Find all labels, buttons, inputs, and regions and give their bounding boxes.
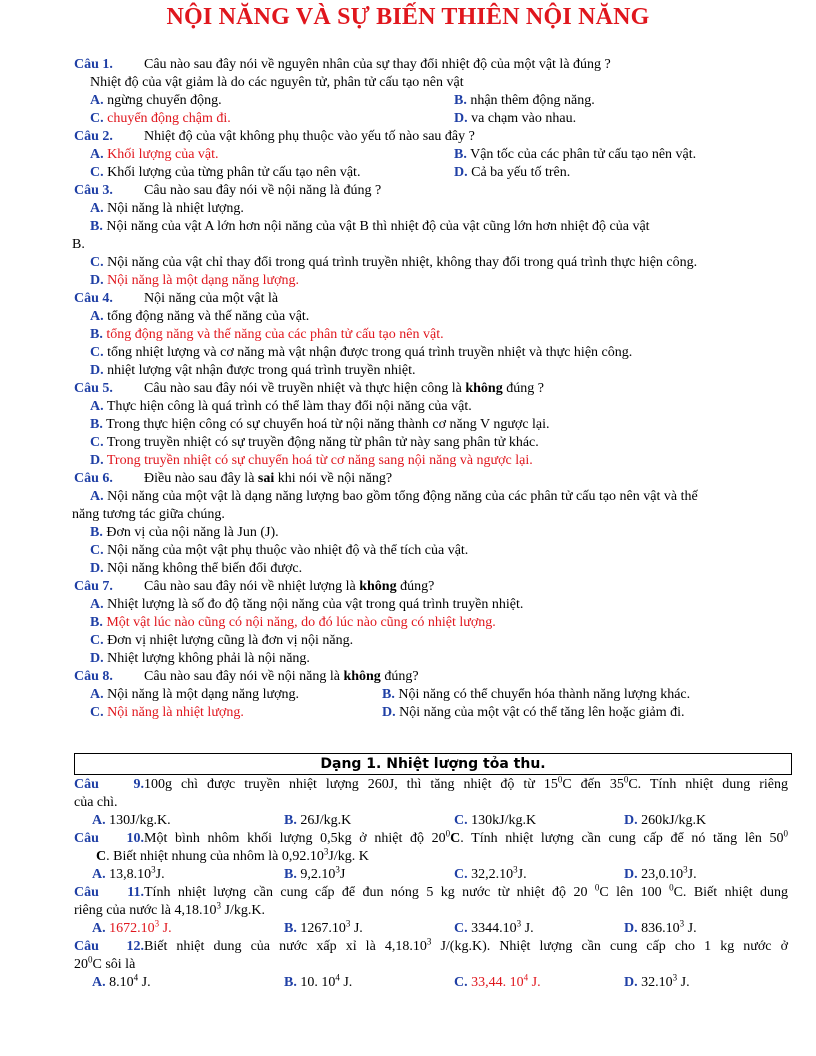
option-a: A. Nội năng là một dạng năng lượng. [90, 687, 300, 702]
option-b: B. Một vật lúc nào cũng có nội năng, do đó lúc nào cũng có nhiệt lượng. [90, 615, 496, 630]
question-label: Câu 11. [74, 885, 144, 900]
question-text: Nội năng của một vật là [144, 291, 279, 306]
section-heading: Dạng 1. Nhiệt lượng tỏa thu. [74, 753, 792, 775]
option-a: A. Nội năng của một vật là dạng năng lượng bao gồm tổng động năng của các phân tử cấu tạo nên vật và thế [90, 489, 698, 504]
question-continued: riêng của nước là 4,18.10$^3$ J/kg.K. [74, 900, 265, 918]
option-a-continued: năng tương tác giữa chúng. [72, 507, 225, 522]
question-label: Câu 7. [74, 579, 113, 594]
option-d: D. Nội năng của một vật có thể tăng lên hoặc giảm đi. [382, 705, 685, 720]
options-row [74, 164, 788, 182]
option-b: B. 1267.10$^3$ J. [284, 918, 363, 936]
option-c: C. Trong truyền nhiệt có sự truyền động năng từ phân tử này sang phân tử khác. [90, 435, 539, 450]
option-c: C. Đơn vị nhiệt lượng cũng là đơn vị nội năng. [90, 633, 354, 648]
question-continued: C. Biết nhiệt nhung của nhôm là 0,92.10$^3$J/kg. K [96, 846, 369, 864]
option-d: D. 260kJ/kg.K [624, 813, 707, 828]
question-label: Câu 6. [74, 471, 113, 486]
option-d: D. Nội năng không thể biến đổi được. [90, 561, 303, 576]
option-a: A. 8.10$^4$ J. [92, 972, 151, 990]
question-label: Câu 10. [74, 831, 144, 846]
question-12: Câu 12.Biết nhiệt dung của nước xấp xỉ là 4,18.10$^3$ J/(kg.K). Nhiệt lượng cần cung cấp cho 1 kg nước ở [74, 936, 788, 954]
option-c: C. 32,2.10$^3$J. [454, 864, 527, 882]
question-label: Câu 4. [74, 291, 113, 306]
options-row [74, 812, 788, 830]
option-c: C. Nội năng là nhiệt lượng. [90, 705, 244, 720]
question-5: Câu 5. Câu nào sau đây nói về truyền nhiệt và thực hiện công là không đúng ? [74, 381, 544, 396]
question-text: Câu nào sau đây nói về nội năng là đúng ? [144, 183, 382, 198]
questions-part-1 [74, 56, 788, 722]
question-3 [74, 182, 788, 200]
options-row [74, 146, 788, 164]
option-d: D. Nhiệt lượng không phải là nội năng. [90, 651, 310, 666]
question-label: Câu 9. [74, 777, 144, 792]
option-a: A. 130J/kg.K. [92, 813, 171, 828]
option-b: B. Nội năng của vật A lớn hơn nội năng của vật B thì nhiệt độ của vật cũng lớn hơn nhiệt độ của vật [90, 219, 650, 234]
option-c: C. 3344.10$^3$ J. [454, 918, 534, 936]
question-9: Câu 9.100g chì được truyền nhiệt lượng 260J, thì tăng nhiệt độ từ $15^0C$ đến $35^0C$. Tính nhiệt dung riêng [74, 774, 788, 792]
option-b-continued: B. [72, 237, 85, 252]
question-label: Câu 1. [74, 57, 113, 72]
option-a: A. Khối lượng của vật. [90, 147, 219, 162]
option-a: A. 1672.10$^3$ J. [92, 918, 172, 936]
option-c: C. 130kJ/kg.K [454, 813, 537, 828]
option-c: C. Nội năng của vật chỉ thay đổi trong quá trình truyền nhiệt, không thay đổi trong quá trình thực hiện công. [90, 255, 698, 270]
option-d: D. Trong truyền nhiệt có sự chuyển hoá từ cơ năng sang nội năng và ngược lại. [90, 453, 533, 468]
options-row [74, 110, 788, 128]
question-8: Câu 8. Câu nào sau đây nói về nội năng là không đúng? [74, 669, 419, 684]
question-stem: Nhiệt độ của vật giảm là do các nguyên tử, phân tử cấu tạo nên vật [90, 75, 464, 90]
option-d: D. Nội năng là một dạng năng lượng. [90, 273, 300, 288]
option-d: D. Cả ba yếu tố trên. [454, 165, 571, 180]
question-10: Câu 10.Một bình nhôm khối lượng 0,5kg ở nhiệt độ $20^0C$. Tính nhiệt lượng cần cung cấp để nó tăng lên $50^0$ [74, 828, 788, 846]
option-d: D. 32.10$^3$ J. [624, 972, 690, 990]
option-a: A. ngừng chuyển động. [90, 93, 222, 108]
question-continued: $20^0C$ sôi là [74, 954, 136, 972]
option-c: C. 33,44. $10^4$ J. [454, 972, 541, 990]
option-a: A. 13,8.10$^3$J. [92, 864, 165, 882]
page-title: NỘI NĂNG VÀ SỰ BIẾN THIÊN NỘI NĂNG [166, 4, 650, 30]
option-a: A. Nội năng là nhiệt lượng. [90, 201, 244, 216]
option-a: A. Nhiệt lượng là số đo độ tăng nội năng của vật trong quá trình truyền nhiệt. [90, 597, 524, 612]
option-c: C. Khối lượng của từng phân tử cấu tạo nên vật. [90, 165, 361, 180]
option-d: D. va chạm vào nhau. [454, 111, 577, 126]
options-row [74, 686, 788, 704]
option-b: B. Đơn vị của nội năng là Jun (J). [90, 525, 279, 540]
question-6: Câu 6. Điều nào sau đây là sai khi nói về nội năng? [74, 471, 393, 486]
question-label: Câu 12. [74, 939, 144, 954]
question-text: Câu nào sau đây nói về nguyên nhân của sự thay đổi nhiệt độ của một vật là đúng ? [144, 57, 611, 72]
question-1 [74, 56, 788, 74]
question-label: Câu 8. [74, 669, 113, 684]
options-row [74, 866, 788, 884]
option-b: B. Vận tốc của các phân tử cấu tạo nên vật. [454, 147, 697, 162]
options-row [74, 920, 788, 938]
questions-part-2 [74, 776, 788, 992]
option-d: D. 23,0.10$^3$J. [624, 864, 697, 882]
option-d: D. 836.10$^3$ J. [624, 918, 697, 936]
question-2 [74, 128, 788, 146]
option-c: C. tổng nhiệt lượng và cơ năng mà vật nhận được trong quá trình truyền nhiệt và thực hiện công. [90, 345, 633, 360]
options-row [74, 974, 788, 992]
option-b: B. 9,2.10$^3$J [284, 864, 346, 882]
question-7: Câu 7. Câu nào sau đây nói về nhiệt lượng là không đúng? [74, 579, 435, 594]
option-b: B. 10. $10^4$ J. [284, 972, 353, 990]
option-b: B. Trong thực hiện công có sự chuyển hoá từ nội năng thành cơ năng V ngược lại. [90, 417, 550, 432]
option-b: B. nhận thêm động năng. [454, 93, 595, 108]
question-text: Nhiệt độ của vật không phụ thuộc vào yếu tố nào sau đây ? [144, 129, 475, 144]
question-label: Câu 3. [74, 183, 113, 198]
option-a: A. tổng động năng và thế năng của vật. [90, 309, 310, 324]
option-d: D. nhiệt lượng vật nhận được trong quá trình truyền nhiệt. [90, 363, 416, 378]
option-b: B. tổng động năng và thế năng của các phân tử cấu tạo nên vật. [90, 327, 444, 342]
option-b: B. 26J/kg.K [284, 813, 352, 828]
question-4 [74, 290, 788, 308]
option-c: C. chuyển động chậm đi. [90, 111, 231, 126]
question-continued: của chì. [74, 795, 118, 810]
question-11: Câu 11.Tính nhiệt lượng cần cung cấp để đun nóng 5 kg nước từ nhiệt độ 20 $^0$C lên 100 $^0$C. Biết nhiệt dung [74, 882, 788, 900]
question-label: Câu 2. [74, 129, 113, 144]
options-row [74, 704, 788, 722]
option-b: B. Nội năng có thể chuyển hóa thành năng lượng khác. [382, 687, 691, 702]
option-c: C. Nội năng của một vật phụ thuộc vào nhiệt độ và thể tích của vật. [90, 543, 469, 558]
options-row [74, 92, 788, 110]
question-label: Câu 5. [74, 381, 113, 396]
option-a: A. Thực hiện công là quá trình có thể làm thay đổi nội năng của vật. [90, 399, 472, 414]
